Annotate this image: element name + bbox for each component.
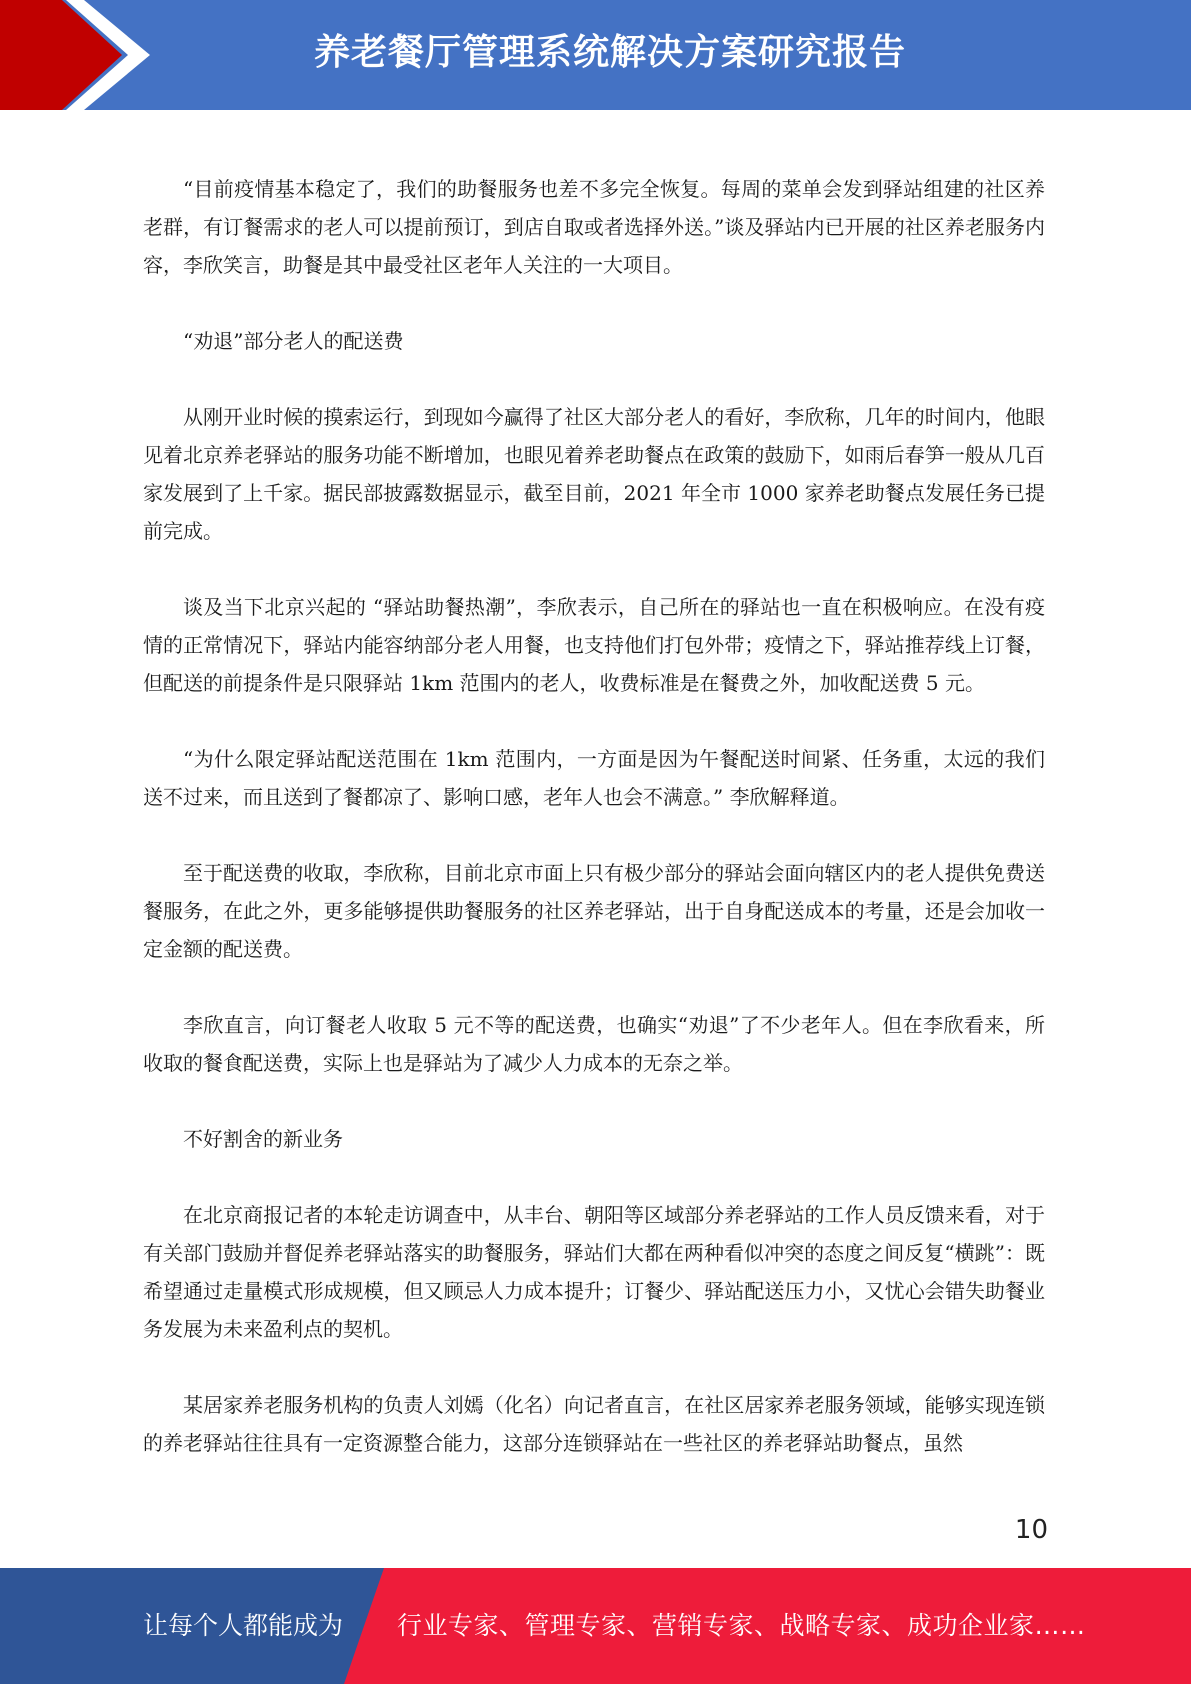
paragraph: “为什么限定驿站配送范围在 1km 范围内，一方面是因为午餐配送时间紧、任务重，太远的我们送不过来，而且送到了餐都凉了、影响口感，老年人也会不满意。” 李欣解释道。: [143, 747, 1045, 809]
header-chevron-decoration: [0, 0, 160, 110]
paragraph: “目前疫情基本稳定了，我们的助餐服务也差不多完全恢复。每周的菜单会发到驿站组建的社区养老群，有订餐需求的老人可以提前预订，到店自取或者选择外送。”谈及驿站内已开展的社区养老服务内容，李欣笑言，助餐是其中最受社区老年人关注的一大项目。: [143, 177, 1045, 277]
section-heading: “劝退”部分老人的配送费: [183, 329, 404, 353]
article-body: [143, 170, 1045, 1462]
footer-slogan-roles: 行业专家、管理专家、营销专家、战略专家、成功企业家……: [397, 1611, 1086, 1640]
paragraph: 谈及当下北京兴起的 “驿站助餐热潮”，李欣表示，自己所在的驿站也一直在积极响应。在没有疫情的正常情况下，驿站内能容纳部分老人用餐，也支持他们打包外带；疫情之下，驿站推荐线上订餐，但配送的前提条件是只限驿站 1km 范围内的老人，收费标准是在餐费之外，加收配送费 5 元。: [143, 595, 1045, 695]
paragraph: 某居家养老服务机构的负责人刘嫣（化名）向记者直言，在社区居家养老服务领域，能够实现连锁的养老驿站往往具有一定资源整合能力，这部分连锁驿站在一些社区的养老驿站助餐点，虽然: [143, 1393, 1045, 1455]
paragraph: 在北京商报记者的本轮走访调查中，从丰台、朝阳等区域部分养老驿站的工作人员反馈来看，对于有关部门鼓励并督促养老驿站落实的助餐服务，驿站们大都在两种看似冲突的态度之间反复“横跳”：既希望通过走量模式形成规模，但又顾忌人力成本提升；订餐少、驿站配送压力小，又忧心会错失助餐业务发展为未来盈利点的契机。: [143, 1203, 1045, 1341]
report-title: 养老餐厅管理系统解决方案研究报告: [313, 32, 906, 73]
section-heading: 不好割舍的新业务: [183, 1127, 343, 1151]
paragraph: 从刚开业时候的摸索运行，到现如今赢得了社区大部分老人的看好，李欣称，几年的时间内，他眼见着北京养老驿站的服务功能不断增加，也眼见着养老助餐点在政策的鼓励下，如雨后春笋一般从几百家发展到了上千家。据民部披露数据显示，截至目前，2021 年全市 1000 家养老助餐点发展任务已提前完成。: [143, 405, 1045, 543]
page-footer: [0, 1568, 1191, 1684]
footer-slogan-lead: 让每个人都能成为: [143, 1611, 344, 1640]
page-header: [0, 0, 1191, 110]
paragraph: 李欣直言，向订餐老人收取 5 元不等的配送费，也确实“劝退”了不少老年人。但在李欣看来，所收取的餐食配送费，实际上也是驿站为了减少人力成本的无奈之举。: [143, 1013, 1045, 1075]
page-number: 10: [1014, 1515, 1048, 1545]
paragraph: 至于配送费的收取，李欣称，目前北京市面上只有极少部分的驿站会面向辖区内的老人提供免费送餐服务，在此之外，更多能够提供助餐服务的社区养老驿站，出于自身配送成本的考量，还是会加收一定金额的配送费。: [143, 861, 1045, 961]
